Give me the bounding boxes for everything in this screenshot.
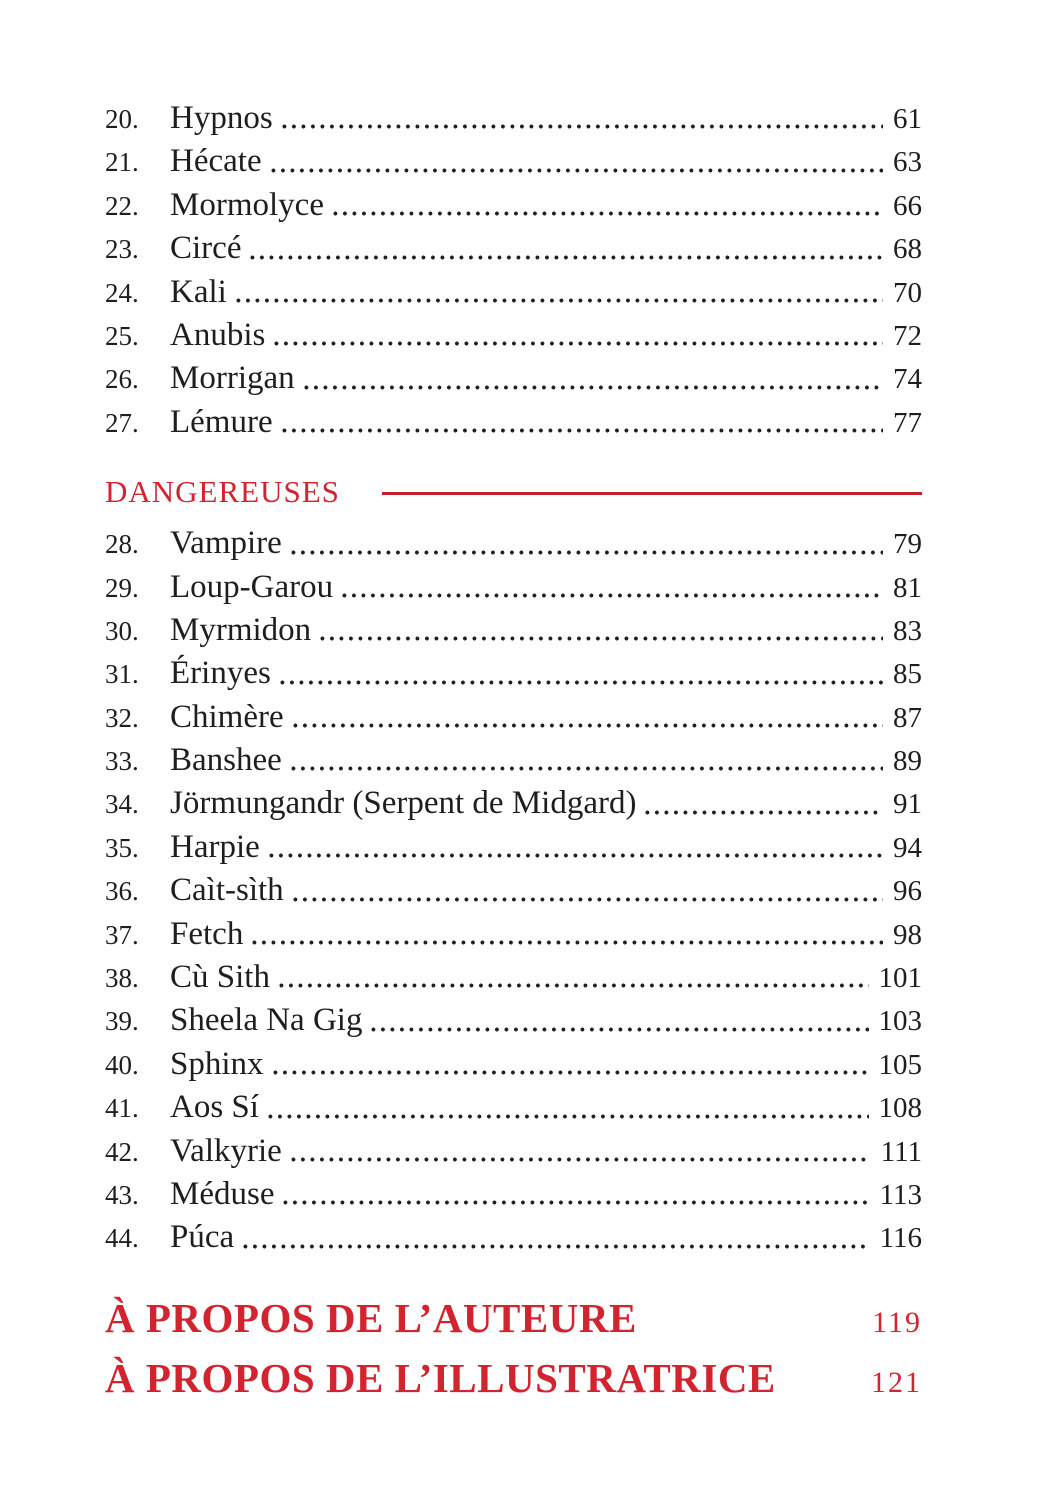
- entry-page-number: 111: [880, 1135, 922, 1168]
- dot-leader: [645, 810, 883, 815]
- entry-number: 26.: [105, 364, 139, 395]
- entry-title: Myrmidon: [170, 611, 312, 648]
- toc-entry: [105, 314, 922, 357]
- toc-entry: [105, 184, 922, 227]
- entry-number: 31.: [105, 659, 139, 690]
- entry-page-number: 81: [893, 571, 922, 604]
- entry-page-number: 89: [893, 745, 922, 778]
- entry-page-number: 103: [878, 1005, 922, 1038]
- entry-title: Morrigan: [170, 360, 295, 397]
- entry-page-number: 87: [893, 701, 922, 734]
- entry-title: Fetch: [170, 915, 244, 952]
- about-entry: [105, 1288, 922, 1348]
- entry-page-number: 61: [893, 103, 922, 135]
- entry-title: Púca: [170, 1219, 235, 1256]
- entry-page-number: 116: [879, 1222, 922, 1255]
- entry-title: Lémure: [170, 403, 273, 440]
- entry-number: 39.: [105, 1006, 139, 1037]
- dot-leader: [283, 1200, 869, 1205]
- entry-number: 28.: [105, 529, 139, 560]
- dot-leader: [252, 940, 883, 945]
- entry-page-number: 77: [893, 406, 922, 439]
- entry-number: 32.: [105, 702, 139, 733]
- entry-number: 27.: [105, 407, 139, 438]
- toc-entry: [105, 1086, 922, 1129]
- toc-entry: [105, 566, 922, 609]
- about-entry: [105, 1348, 922, 1408]
- entry-page-number: 70: [893, 276, 922, 309]
- entry-number: 34.: [105, 789, 139, 820]
- dot-leader: [271, 168, 883, 173]
- entry-title: Jörmungandr (Serpent de Midgard): [170, 785, 637, 822]
- dot-leader: [273, 1070, 869, 1075]
- entry-title: Loup-Garou: [170, 568, 334, 605]
- entry-title: Circé: [170, 230, 242, 267]
- dot-leader: [250, 255, 883, 260]
- dot-leader: [293, 897, 883, 902]
- entry-page-number: 101: [878, 962, 922, 995]
- dot-leader: [282, 124, 883, 129]
- entry-title: Hécate: [170, 143, 262, 180]
- entry-page-number: 63: [893, 146, 922, 179]
- dot-leader: [268, 1114, 869, 1119]
- entry-title: Érinyes: [170, 655, 271, 692]
- entry-title: Caìt-sìth: [170, 872, 284, 909]
- entry-number: 20.: [105, 104, 139, 134]
- toc-entry: [105, 652, 922, 695]
- dot-leader: [371, 1027, 868, 1032]
- toc-entry: [105, 357, 922, 400]
- dot-leader: [274, 341, 883, 346]
- entry-title: Anubis: [170, 316, 266, 353]
- dot-leader: [293, 723, 883, 728]
- dot-leader: [333, 211, 883, 216]
- dot-leader: [282, 428, 883, 433]
- entry-page-number: 105: [878, 1048, 922, 1081]
- about-page-number: 119: [872, 1305, 922, 1339]
- about-block: [105, 1288, 922, 1408]
- toc-entry: [105, 913, 922, 956]
- dot-leader: [304, 385, 883, 390]
- entry-number: 33.: [105, 746, 139, 777]
- toc-entry: [105, 227, 922, 270]
- toc-entry: [105, 401, 922, 444]
- dot-leader: [280, 680, 883, 685]
- section-rule: [382, 492, 922, 495]
- entry-page-number: 72: [893, 319, 922, 352]
- entry-number: 37.: [105, 919, 139, 950]
- entry-title: Harpie: [170, 828, 260, 865]
- toc-entry: [105, 1216, 922, 1259]
- entry-page-number: 91: [893, 788, 922, 821]
- entry-number: 30.: [105, 615, 139, 646]
- entry-title: Sphinx: [170, 1045, 264, 1082]
- entry-number: 29.: [105, 572, 139, 603]
- section-label: DANGEREUSES: [105, 474, 340, 510]
- entry-number: 38.: [105, 963, 139, 994]
- entry-page-number: 68: [893, 233, 922, 266]
- toc-entry: [105, 999, 922, 1042]
- entry-title: Kali: [170, 273, 227, 310]
- entry-page-number: 79: [893, 528, 922, 561]
- toc-entry: [105, 609, 922, 652]
- toc-entry: [105, 696, 922, 739]
- entry-number: 43.: [105, 1179, 139, 1210]
- entry-number: 21.: [105, 147, 139, 178]
- dot-leader: [342, 593, 883, 598]
- dot-leader: [291, 550, 883, 555]
- entry-title: Vampire: [170, 525, 282, 562]
- entry-page-number: 94: [893, 831, 922, 864]
- entry-title: Cù Sith: [170, 959, 270, 996]
- entry-title: Valkyrie: [170, 1132, 282, 1169]
- toc-entry: [105, 97, 922, 140]
- dot-leader: [279, 983, 869, 988]
- entry-page-number: 66: [893, 189, 922, 222]
- toc-entry: [105, 271, 922, 314]
- dot-leader: [243, 1244, 869, 1249]
- toc-entry: [105, 739, 922, 782]
- dot-leader: [269, 853, 883, 858]
- entry-page-number: 98: [893, 918, 922, 951]
- about-title: À PROPOS DE L’AUTEURE: [105, 1294, 637, 1341]
- toc-entry: [105, 826, 922, 869]
- entry-number: 40.: [105, 1049, 139, 1080]
- section-header: [105, 470, 922, 514]
- entry-title: Aos Sí: [170, 1089, 259, 1126]
- entry-title: Banshee: [170, 742, 282, 779]
- dot-leader: [236, 298, 883, 303]
- entry-page-number: 96: [893, 875, 922, 908]
- about-page-number: 121: [871, 1365, 922, 1399]
- entry-title: Mormolyce: [170, 186, 324, 223]
- entry-page-number: 83: [893, 614, 922, 647]
- entry-number: 35.: [105, 832, 139, 863]
- entry-number: 25.: [105, 320, 139, 351]
- entry-title: Méduse: [170, 1175, 275, 1212]
- entry-title: Sheela Na Gig: [170, 1002, 363, 1039]
- entry-number: 22.: [105, 190, 139, 221]
- toc-entry: [105, 1173, 922, 1216]
- toc-entry: [105, 956, 922, 999]
- toc-entry: [105, 1043, 922, 1086]
- toc-entry: [105, 1130, 922, 1173]
- entry-title: Hypnos: [170, 100, 273, 136]
- toc-entry: [105, 522, 922, 565]
- about-title: À PROPOS DE L’ILLUSTRATRICE: [105, 1354, 776, 1401]
- entry-page-number: 74: [893, 363, 922, 396]
- toc-sections: [105, 97, 922, 1260]
- entry-number: 24.: [105, 277, 139, 308]
- toc-entry: [105, 869, 922, 912]
- entry-number: 36.: [105, 876, 139, 907]
- entry-number: 44.: [105, 1223, 139, 1254]
- entry-number: 23.: [105, 234, 139, 265]
- entry-page-number: 113: [879, 1178, 922, 1211]
- toc-entry: [105, 782, 922, 825]
- entry-page-number: 85: [893, 658, 922, 691]
- dot-leader: [291, 766, 883, 771]
- toc-entry: [105, 140, 922, 183]
- entry-number: 42.: [105, 1136, 139, 1167]
- entry-page-number: 108: [878, 1092, 922, 1125]
- dot-leader: [291, 1157, 871, 1162]
- entry-title: Chimère: [170, 698, 284, 735]
- dot-leader: [320, 636, 883, 641]
- entry-number: 41.: [105, 1093, 139, 1124]
